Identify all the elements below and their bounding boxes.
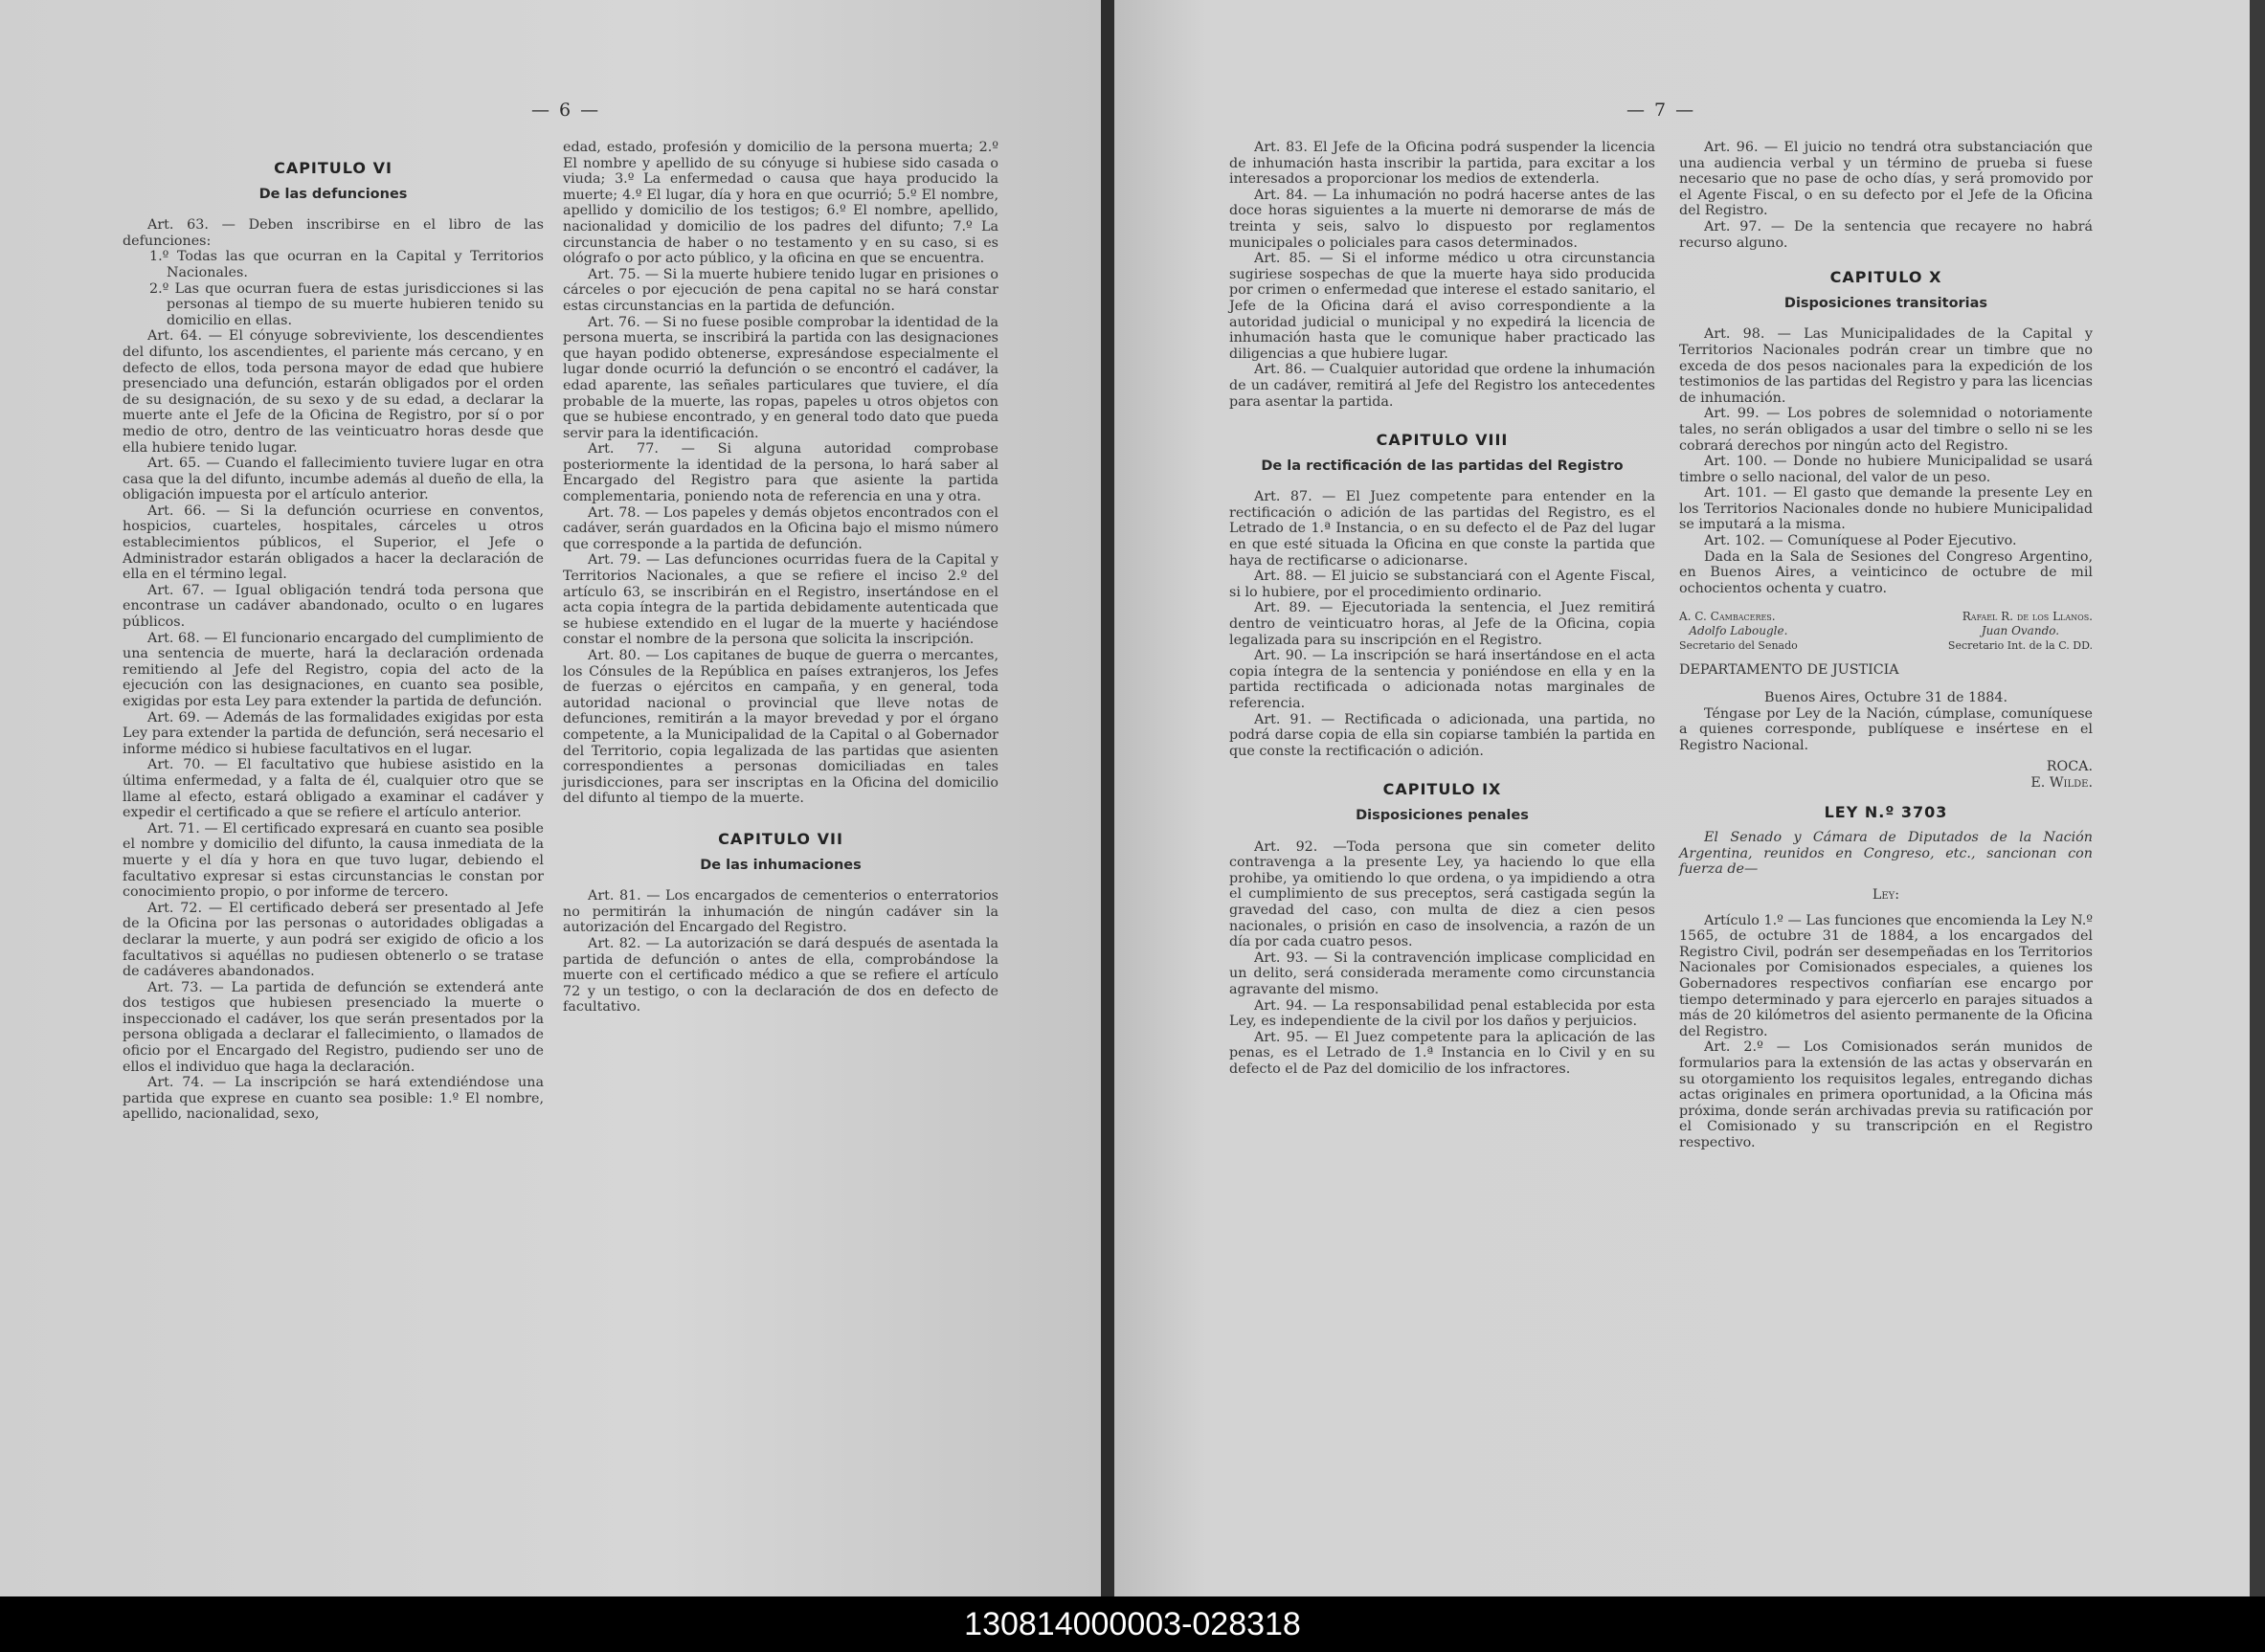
scan-id-caption: 130814000003-028318 — [0, 1596, 2265, 1652]
paragraph: Art. 77. — Si alguna autoridad comprobase posteriormente la identidad de la persona, lo hará saber al Encargado del Registro para que asiente la partida complementaria, poniendo nota de referencia en una y otra. — [563, 441, 998, 505]
decree-date: Buenos Aires, Octubre 31 de 1884. — [1764, 690, 2007, 706]
right-page — [1114, 0, 2254, 1596]
chapter-subheading: De las inhumaciones — [700, 857, 862, 873]
paragraph: Art. 84. — La inhumación no podrá hacerse antes de las doce horas siguientes a la muerte ni demorarse de más de treinta y seis, salvo lo dispuesto por reglamentos municipales o policiales para casos determinados. — [1229, 187, 1655, 251]
paragraph: Art. 89. — Ejecutoriada la sentencia, el Juez remitirá dentro de veinticuatro horas, al Jefe de la Oficina, copia legalizada para su inscripción en el Registro. — [1229, 600, 1655, 648]
paragraph: Art. 93. — Si la contravención implicase complicidad en un delito, será considerada meramente como circunstancia agravante del mismo. — [1229, 949, 1655, 997]
paragraph: Art. 78. — Los papeles y demás objetos encontrados con el cadáver, serán guardados en la Oficina bajo el mismo número que corresponde a la partida de defunción. — [563, 504, 998, 552]
paragraph: Art. 95. — El Juez competente para la aplicación de las penas, es el Letrado de 1.ª Instancia en lo Civil y en su defecto el de Paz del domicilio de los infractores. — [1229, 1029, 1655, 1077]
left-column-1 — [123, 144, 544, 1123]
signatory-name: A. C. Cambaceres. — [1679, 610, 1776, 624]
secretary-title: Secretario del Senado — [1679, 639, 1798, 653]
paragraph: Art. 88. — El juicio se substanciará con el Agente Fiscal, si lo hubiere, por el procedimiento ordinario. — [1229, 569, 1655, 600]
paragraph: Art. 99. — Los pobres de solemnidad o notoriamente tales, no serán obligados a usar del timbre o sello ni se les cobrará derechos por ningún acto del Registro. — [1679, 406, 2093, 454]
ley-label: Ley: — [1872, 886, 1900, 903]
paragraph: Art. 101. — El gasto que demande la presente Ley en los Territorios Nacionales donde no hubiere Municipalidad se imputará a la misma. — [1679, 485, 2093, 533]
paragraph: Art. 74. — La inscripción se hará extendiéndose una partida que exprese en cuanto sea posible: 1.º El nombre, apellido, nacionalidad, sexo, — [123, 1075, 544, 1123]
paragraph: Art. 82. — La autorización se dará después de asentada la partida de defunción o antes de ella, comprobándose la muerte con el certificado médico a que se refiere el artículo 72 y un testigo, o con la declaración de dos en defecto de facultativo. — [563, 935, 998, 1016]
paragraph: Art. 87. — El Juez competente para entender en la rectificación o adición de las partidas del Registro, es el Letrado de 1.ª Instancia, o en su defecto el de Paz del lugar en que esté situada la Oficina en que conste la partida que haya de rectificarse o adicionarse. — [1229, 489, 1655, 569]
signature-left — [1679, 610, 1798, 653]
paragraph: Art. 67. — Igual obligación tendrá toda persona que encontrase un cadáver abandonado, oculto o en lugares públicos. — [123, 582, 544, 631]
chapter-subheading: De la rectificación de las partidas del Registro — [1261, 458, 1624, 474]
page-number-right: — 7 — — [1626, 100, 1696, 121]
department-heading: DEPARTAMENTO DE JUSTICIA — [1679, 662, 1899, 679]
chapter-subheading: Disposiciones penales — [1356, 807, 1529, 823]
secretary-title: Secretario Int. de la C. DD. — [1947, 639, 2093, 653]
paragraph: Art. 64. — El cónyuge sobreviviente, los descendientes del difunto, los ascendientes, el pariente más cercano, y en defecto de ellos, toda persona mayor de edad que hubiere presenciado una defunción, estarán obligados por el orden de su designación, de su sexo y de su edad, a declarar la muerte ante el Jefe de la Oficina de Registro, por sí o por medio de otro, dentro de las veinticuatro horas desde que ella hubiere tenido lugar. — [123, 328, 544, 456]
paragraph: Art. 2.º — Los Comisionados serán munidos de formularios para la extensión de las actas y observarán en su otorgamiento los requisitos legales, entregando dichas actas originales en primera oportunidad, a la Oficina más próxima, donde serán archivadas previa su ratificación por el Comisionado y su transcripción en el Registro respectivo. — [1679, 1039, 2093, 1150]
list-item: 1.º Todas las que ocurran en la Capital y Territorios Nacionales. — [149, 249, 544, 280]
decree-text: Téngase por Ley de la Nación, cúmplase, comuníquese a quienes corresponde, publíquese e insértese en el Registro Nacional. — [1679, 705, 2093, 753]
chapter-subheading: Disposiciones transitorias — [1783, 295, 1988, 311]
paragraph: Art. 92. —Toda persona que sin cometer delito contravenga a la presente Ley, ya haciendo lo que ella prohibe, ya omitiendo lo que ordena, o ya impidiendo a otra el cumplimiento de sus preceptos, será castigada según la gravedad del caso, con multa de diez a cien pesos nacionales, o prisión en caso de insolvencia, a razón de un día por cada cuatro pesos. — [1229, 838, 1655, 950]
chapter-heading: CAPITULO VIII — [1376, 431, 1509, 450]
signature-wilde: E. Wilde. — [2030, 775, 2093, 791]
law-title: LEY N.º 3703 — [1824, 802, 1948, 821]
paragraph: Art. 83. El Jefe de la Oficina podrá suspender la licencia de inhumación hasta inscribir la partida, para excitar a los interesados a proporcionar los medios de extenderla. — [1229, 140, 1655, 188]
paragraph: Art. 86. — Cualquier autoridad que ordene la inhumación de un cadáver, remitirá al Jefe del Registro los antecedentes para asentar la partida. — [1229, 362, 1655, 410]
paragraph: Art. 90. — La inscripción se hará insertándose en el acta copia íntegra de la sentencia y poniéndose en ella y en la partida rectificada o adicionada notas marginales de referencia. — [1229, 648, 1655, 711]
paragraph: Dada en la Sala de Sesiones del Congreso Argentino, en Buenos Aires, a veinticinco de octubre de mil ochocientos ochenta y cuatro. — [1679, 548, 2093, 596]
chapter-heading: CAPITULO VI — [274, 159, 392, 177]
right-column-1 — [1229, 140, 1655, 1077]
paragraph: Art. 73. — La partida de defunción se extenderá ante dos testigos que hubiesen presenciado la muerte o inspeccionado el cadáver, los que serán presentados por la persona obligada a declarar el fallecimiento, o llamados de oficio por el Encargado del Registro, pudiendo ser uno de ellos el individuo que haga la declaración. — [123, 979, 544, 1075]
left-page — [0, 0, 1103, 1596]
chapter-heading: CAPITULO IX — [1382, 780, 1502, 799]
chapter-heading: CAPITULO VII — [718, 829, 843, 848]
paragraph: Art. 97. — De la sentencia que recayere no habrá recurso alguno. — [1679, 218, 2093, 251]
paragraph: Art. 75. — Si la muerte hubiere tenido lugar en prisiones o cárceles o por ejecución de pena capital no se hará constar estas circunstancias en la partida de defunción. — [563, 266, 998, 314]
paragraph: Art. 80. — Los capitanes de buque de guerra o mercantes, los Cónsules de la República en países extranjeros, los Jefes de fuerzas o ejércitos en campaña, y en general, toda autoridad nacional o provincial que lleve notas de defunciones, remitirán a la mayor brevedad y por el órgano competente, a la Municipalidad de la Capital o al Gobernador del Territorio, copia legalizada de las partidas que asienten correspondientes a personas domiciliadas en tales jurisdicciones, para ser inscriptas en la Oficina del domicilio del difunto al tiempo de la muerte. — [563, 648, 998, 807]
list-item: 2.º Las que ocurran fuera de estas jurisdicciones si las personas al tiempo de su muerte hubieren tenido su domicilio en ellas. — [149, 280, 544, 328]
left-column-2 — [563, 140, 998, 1016]
paragraph: Art. 85. — Si el informe médico u otra circunstancia sugiriese sospechas de que la muerte haya sido producida por crimen o enfermedad que interese el estado sanitario, el Jefe de la Oficina dará el aviso correspondiente a la autoridad judicial o municipal y no expedirá la licencia de inhumación hasta que le comunique haber practicado las diligencias a que hubiere lugar. — [1229, 251, 1655, 362]
page-number-left: — 6 — — [531, 100, 601, 121]
paragraph: Art. 71. — El certificado expresará en cuanto sea posible el nombre y domicilio del difunto, la causa inmediata de la muerte y el día y hora en que tuvo lugar, debiendo el facultativo expresar si estas circunstancias le constan por conocimiento propio, o por informe de tercero. — [123, 820, 544, 901]
scan-edge — [2250, 0, 2265, 1596]
paragraph: Art. 76. — Si no fuese posible comprobar la identidad de la persona muerta, se inscribirá la partida con las designaciones que hayan podido obtenerse, expresándose especialmente el lugar donde ocurrió la defunción o se encontró el cadáver, la edad aparente, las señales particulares que tuviere, el día probable de la muerte, las ropas, papeles u otros objetos con que se hubiese encontrado, y en general todo dato que pueda servir para la identificación. — [563, 314, 998, 441]
paragraph: Art. 63. — Deben inscribirse en el libro de las defunciones: — [123, 217, 544, 249]
paragraph: Art. 69. — Además de las formalidades exigidas por esta Ley para extender la partida de defunción, será necesario el informe médico si hubiese facultativos en el lugar. — [123, 709, 544, 757]
paragraph: Art. 100. — Donde no hubiere Municipalidad se usará timbre o sello nacional, del valor de un peso. — [1679, 454, 2093, 485]
paragraph: Art. 72. — El certificado deberá ser presentado al Jefe de la Oficina por las personas o autoridades obligadas a declarar la muerte, y aun podrá ser exigido de oficio a los facultativos si aquéllas no pudiesen obtenerlo o se tratase de cadáveres abandonados. — [123, 900, 544, 980]
signature-right — [1948, 610, 2093, 653]
paragraph: Art. 68. — El funcionario encargado del cumplimiento de una sentencia de muerte, hará la declaración ordenada remitiendo al Jefe del Registro, copia del acto de la ejecución con las designaciones, en cuanto sea posible, exigidas por esta Ley para extender la partida de defunción. — [123, 630, 544, 709]
right-column-2 — [1679, 140, 2093, 1150]
paragraph: Art. 79. — Las defunciones ocurridas fuera de la Capital y Territorios Nacionales, a que se refiere el inciso 2.º del artículo 63, se inscribirán en el Registro, insertándose en el acta copia íntegra de la partida debidamente autenticada que se hubiese extendido en el lugar de la muerte y haciéndose constar el nombre de la persona que solicita la inscripción. — [563, 552, 998, 648]
paragraph: Art. 94. — La responsabilidad penal establecida por esta Ley, es independiente de la civil por los daños y perjuicios. — [1229, 997, 1655, 1030]
signature-roca: ROCA. — [2046, 759, 2093, 775]
paragraph: Art. 66. — Si la defunción ocurriese en conventos, hospicios, cuarteles, hospitales, cárceles u otros establecimientos públicos, el Superior, el Jefe o Administrador estarán obligados a hacer la declaración de ella en el término legal. — [123, 502, 544, 583]
paragraph: Art. 65. — Cuando el fallecimiento tuviere lugar en otra casa que la del difunto, incumbe además al dueño de ella, la obligación impuesta por el artículo anterior. — [123, 456, 544, 503]
signatures-block — [1679, 610, 2093, 653]
paragraph: Art. 91. — Rectificada o adicionada, una partida, no podrá darse copia de ella sin copiarse también la partida en que conste la rectificación o adición. — [1229, 711, 1655, 759]
paragraph: edad, estado, profesión y domicilio de la persona muerta; 2.º El nombre y apellido de su cónyuge si hubiese sido casada o viuda; 3.º La enfermedad o causa que haya producido la muerte; 4.º El lugar, día y hora en que ocurrió; 5.º El nombre, apellido y domicilio de los testigos; 6.º El nombre, apellido, nacionalidad y domicilio de los padres del difunto; 7.º La circunstancia de haber o no testamento y en su caso, si es ológrafo o por acto público, y la oficina en que se encuentra. — [563, 140, 998, 267]
secretary-name: Adolfo Labougle. — [1689, 624, 1788, 638]
law-intro: El Senado y Cámara de Diputados de la Nación Argentina, reunidos en Congreso, etc., sancionan con fuerza de— — [1679, 830, 2093, 878]
chapter-heading: CAPITULO X — [1829, 268, 1942, 287]
secretary-name: Juan Ovando. — [1981, 624, 2060, 638]
paragraph: Art. 102. — Comuníquese al Poder Ejecutivo. — [1704, 533, 2017, 549]
chapter-subheading: De las defunciones — [258, 186, 408, 202]
paragraph: Art. 70. — El facultativo que hubiese asistido en la última enfermedad, y a falta de él, cualquier otro que se llame al efecto, estará obligado a examinar el cadáver y expedir el certificado a que se refiere el artículo anterior. — [123, 757, 544, 821]
signatory-name: Rafael R. de los Llanos. — [1962, 610, 2093, 624]
paragraph: Artículo 1.º — Las funciones que encomienda la Ley N.º 1565, de octubre 31 de 1884, a los encargados del Registro Civil, podrán ser desempeñadas en los Territorios Nacionales por Comisionados especiales, a quienes los Gobernadores respectivos confiarían ese encargo por tiempo determinado y para ejercerlo en parajes situados a más de 20 kilómetros del asiento permanente de la Oficina del Registro. — [1679, 912, 2093, 1039]
paragraph: Art. 98. — Las Municipalidades de la Capital y Territorios Nacionales podrán crear un timbre que no exceda de dos pesos nacionales para la expedición de los testimonios de las partidas del Registro y para las licencias de inhumación. — [1679, 326, 2093, 406]
paragraph: Art. 81. — Los encargados de cementerios o enterratorios no permitirán la inhumación de ningún cadáver sin la autorización del Encargado del Registro. — [563, 888, 998, 936]
paragraph: Art. 96. — El juicio no tendrá otra substanciación que una audiencia verbal y un término de prueba si fuese necesario que no pase de ocho días, y será promovido por el Agente Fiscal, o en su defecto por el Jefe de la Oficina del Registro. — [1679, 140, 2093, 219]
